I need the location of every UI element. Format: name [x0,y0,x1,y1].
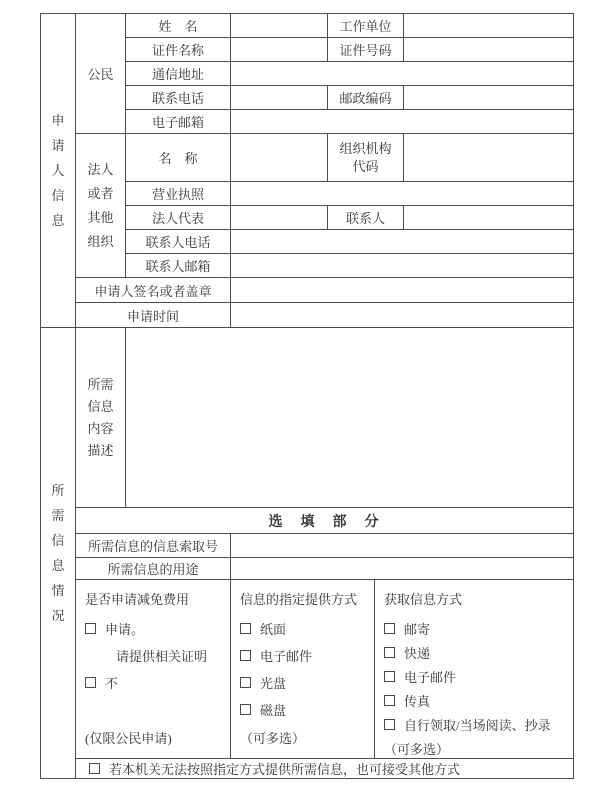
description-label: 所需 信息 内容 描述 [76,328,126,508]
checkbox-fee-waiver-no[interactable] [85,677,96,688]
cert-name-label: 证件名称 [126,38,231,62]
option-fee-waiver-no: 不 [85,673,226,692]
org-name-label: 名 称 [126,134,231,182]
org-name-field[interactable] [231,134,328,182]
fee-waiver-cell [76,580,231,759]
cert-number-label: 证件号码 [328,38,404,62]
checkbox-obtain-fax[interactable] [384,695,395,706]
phone-field[interactable] [231,86,328,110]
option-delivery-email: 电子邮件 [240,646,370,665]
description-field[interactable] [126,328,574,508]
group-label-citizen: 公民 [76,14,126,134]
checkbox-obtain-express[interactable] [384,647,395,658]
cert-name-field[interactable] [231,38,328,62]
org-code-label: 组织机构 代码 [328,134,404,182]
checkbox-obtain-email[interactable] [384,671,395,682]
name-label: 姓 名 [126,14,231,38]
business-license-field[interactable] [231,182,574,206]
delivery-method-cell [231,580,375,759]
option-obtain-mail: 邮寄 [384,619,569,638]
contact-phone-label: 联系人电话 [126,230,231,254]
option-delivery-disk: 磁盘 [240,700,370,719]
checkbox-delivery-disk[interactable] [240,704,251,715]
work-unit-field[interactable] [404,14,574,38]
cert-number-field[interactable] [404,38,574,62]
work-unit-label: 工作单位 [328,14,404,38]
contact-person-label: 联系人 [328,206,404,230]
checkbox-accept-other-method[interactable] [89,763,100,774]
purpose-field[interactable] [231,558,574,580]
applicant-info-table [40,13,574,328]
legal-rep-field[interactable] [231,206,328,230]
contact-email-label: 联系人邮箱 [126,254,231,278]
option-fee-waiver-apply: 申请。 [85,619,226,638]
other-method-note-cell [76,759,574,779]
option-obtain-email: 电子邮件 [384,667,569,686]
contact-person-field[interactable] [404,206,574,230]
required-info-table [40,327,574,779]
contact-email-field[interactable] [231,254,574,278]
postcode-field[interactable] [404,86,574,110]
purpose-label: 所需信息的用途 [76,558,231,580]
fee-waiver-apply-note: 请提供相关证明 [116,649,208,664]
checkbox-delivery-cd[interactable] [240,677,251,688]
delivery-method-footnote: （可多选） [240,731,306,746]
index-number-label: 所需信息的信息索取号 [76,534,231,558]
address-label: 通信地址 [126,62,231,86]
option-obtain-express: 快递 [384,643,569,662]
fee-waiver-footnote: (仅限公民申请) [85,731,172,746]
section-label-applicant-info: 申 请 人 信 息 [41,14,76,328]
business-license-label: 营业执照 [126,182,231,206]
fee-waiver-title: 是否申请减免费用 [85,592,190,607]
signature-field[interactable] [231,278,574,303]
checkbox-delivery-paper[interactable] [240,623,251,634]
delivery-method-title: 信息的指定提供方式 [240,592,358,607]
other-method-note: 若本机关无法按照指定方式提供所需信息，也可接受其他方式 [109,762,461,777]
checkbox-delivery-email[interactable] [240,650,251,661]
checkbox-obtain-self-pickup[interactable] [384,719,395,730]
option-obtain-fax: 传真 [384,691,569,710]
option-delivery-cd: 光盘 [240,673,370,692]
section-label-required-info: 所 需 信 息 情 况 [41,328,76,779]
org-code-field[interactable] [404,134,574,182]
obtain-method-title: 获取信息方式 [384,592,463,607]
optional-section-header: 选 填 部 分 [76,508,574,534]
index-number-field[interactable] [231,534,574,558]
apply-time-field[interactable] [231,303,574,328]
obtain-method-cell [375,580,574,759]
checkbox-fee-waiver-apply[interactable] [85,623,96,634]
email-label: 电子邮箱 [126,110,231,134]
application-form [40,13,574,779]
checkbox-obtain-mail[interactable] [384,623,395,634]
legal-rep-label: 法人代表 [126,206,231,230]
signature-label: 申请人签名或者盖章 [76,278,231,303]
postcode-label: 邮政编码 [328,86,404,110]
email-field[interactable] [231,110,574,134]
phone-label: 联系电话 [126,86,231,110]
obtain-method-footnote: （可多选） [384,742,450,757]
option-delivery-paper: 纸面 [240,619,370,638]
address-field[interactable] [231,62,574,86]
option-obtain-self-pickup: 自行领取/当场阅读、抄录 [384,715,569,734]
group-label-organization: 法人 或者 其他 组织 [76,134,126,278]
apply-time-label: 申请时间 [76,303,231,328]
name-field[interactable] [231,14,328,38]
contact-phone-field[interactable] [231,230,574,254]
